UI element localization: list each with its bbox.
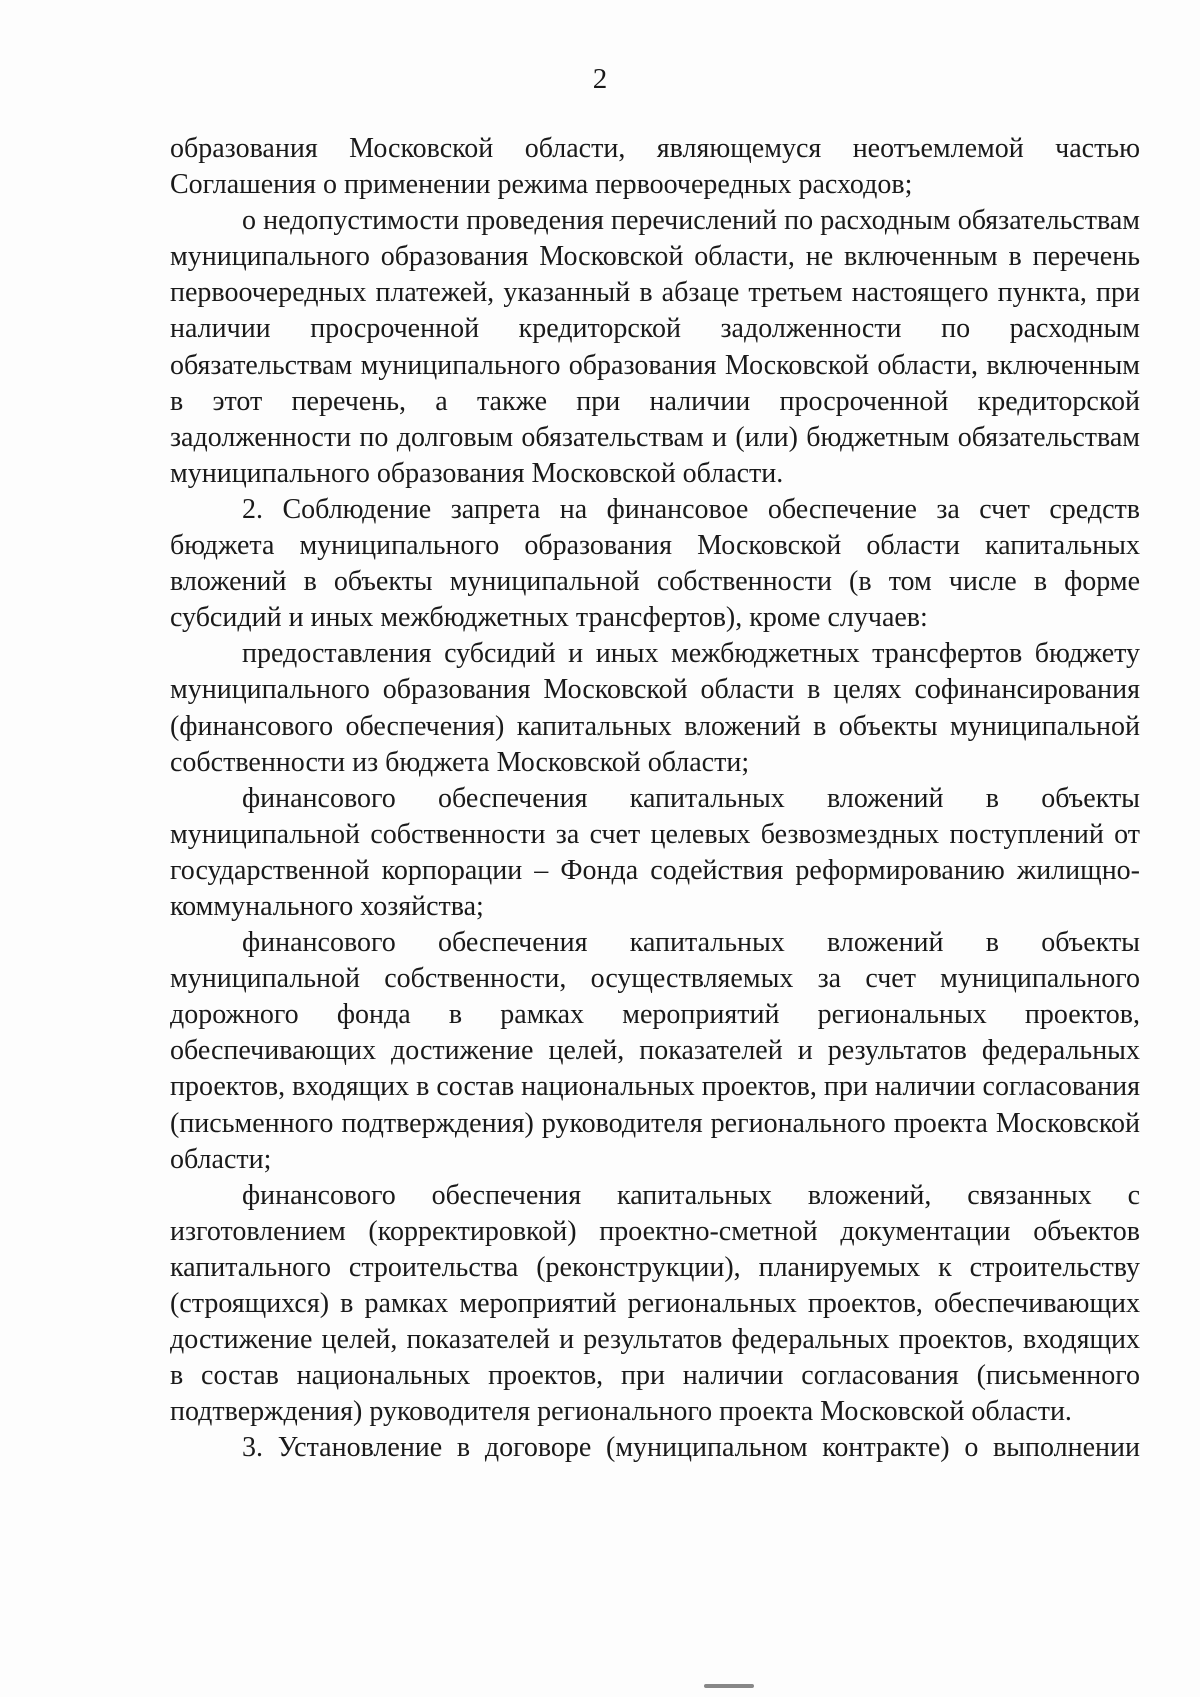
paragraph: финансового обеспечения капитальных вложений в объекты муниципальной собственности, осуществляемых за счет муниципального дорожного фонда в рамках мероприятий региональных проектов, обеспечивающих достижение целей, показателей и результатов федеральных проектов, входящих в состав национальных проектов, при наличии согласования (письменного подтверждения) руководителя регионального проекта Московской области; — [170, 927, 1140, 1175]
paragraph: финансового обеспечения капитальных вложений, связанных с изготовлением (корректировкой) проектно-сметной документации объектов капитального строительства (реконструкции), планируемых к строительству (строящихся) в рамках мероприятий региональных проектов, обеспечивающих достижение целей, показателей и результатов федеральных проектов, входящих в состав национальных проектов, при наличии согласования (письменного подтверждения) руководителя регионального проекта Московской области. — [170, 1179, 1140, 1428]
paragraph: 2. Соблюдение запрета на финансовое обеспечение за счет средств бюджета муниципального образования Московской области капитальных вложений в объекты муниципальной собственности (в том числе в форме субсидий и иных межбюджетных трансфертов), кроме случаев: — [170, 493, 1140, 634]
paragraph: предоставления субсидий и иных межбюджетных трансфертов бюджету муниципального образования Московской области в целях софинансирования (финансового обеспечения) капитальных вложений в объекты муниципальной собственности из бюджета Московской области; — [170, 638, 1140, 778]
scan-artifact — [704, 1684, 754, 1688]
document-body — [170, 131, 1140, 1466]
paragraph: финансового обеспечения капитальных вложений в объекты муниципальной собственности за счет целевых безвозмездных поступлений от государственной корпорации – Фонда содействия реформированию жилищно-коммунального хозяйства; — [170, 782, 1140, 922]
paragraph: о недопустимости проведения перечислений по расходным обязательствам муниципального образования Московской области, не включенным в перечень первоочередных платежей, указанный в абзаце третьем настоящего пункта, при наличии просроченной кредиторской задолженности по расходным обязательствам муниципального образования Московской области, включенным в этот перечень, а также при наличии просроченной кредиторской задолженности по долговым обязательствам и (или) бюджетным обязательствам муниципального образования Московской области. — [170, 205, 1140, 489]
paragraph: 3. Установление в договоре (муниципальном контракте) о выполнении — [242, 1432, 1140, 1464]
page-number: 2 — [592, 63, 608, 95]
paragraph: образования Московской области, являющемуся неотъемлемой частью Соглашения о применении режима первоочередных расходов; — [170, 133, 1140, 201]
